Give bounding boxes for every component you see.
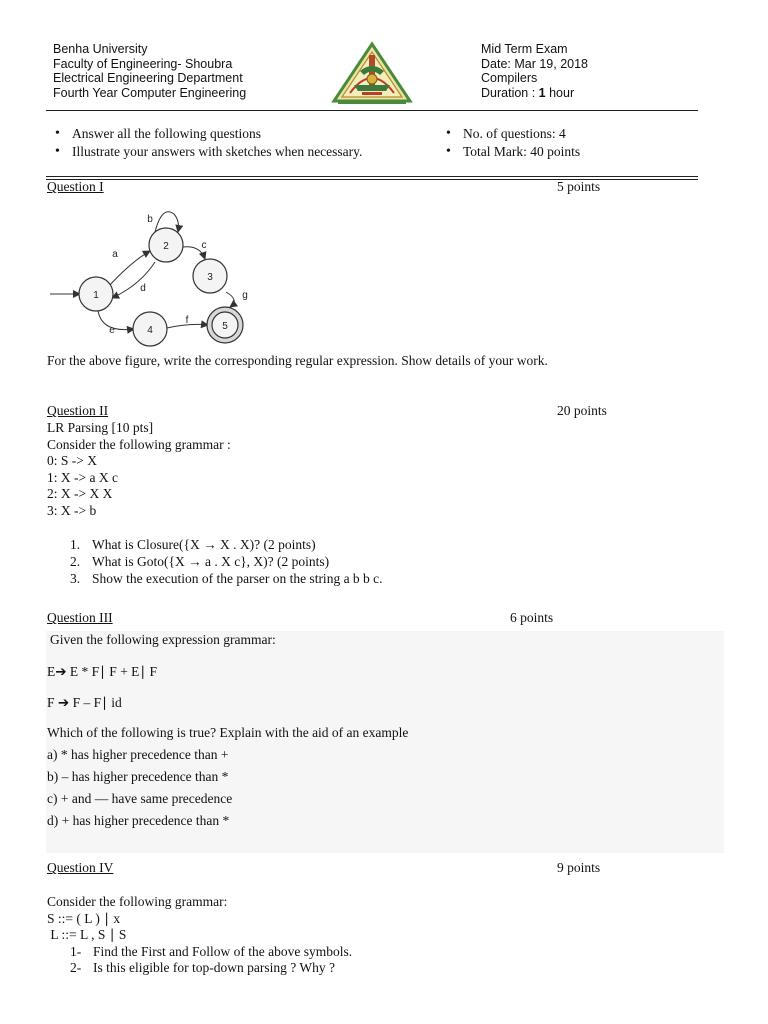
q3-option: d) + has higher precedence than * <box>47 813 230 828</box>
q3-title: Question III <box>47 610 113 625</box>
q3-points: 6 points <box>510 610 554 625</box>
q2-item: 2. What is Goto({X → a . X c}, X)? (2 points) <box>70 553 330 569</box>
q4-content <box>47 894 352 977</box>
state-label: 1 <box>93 290 99 301</box>
instructions-right <box>439 125 580 161</box>
edge-d <box>112 262 155 298</box>
q3-question: Which of the following is true? Explain with the aid of an example <box>47 725 409 740</box>
exam-duration: Duration : 1 hour <box>481 85 575 100</box>
edge-label: d <box>140 283 146 294</box>
q1-automaton-diagram <box>40 205 270 350</box>
edge-label: c <box>201 240 207 251</box>
q3-rule: F ➔ F – F∣ id <box>47 695 122 710</box>
q2-line: 3: X -> b <box>47 502 97 518</box>
instruction-item: • Answer all the following questions <box>48 125 362 143</box>
q2-items <box>46 537 383 587</box>
year-name: Fourth Year Computer Engineering <box>53 85 247 100</box>
state-label: 3 <box>207 272 213 283</box>
q4-item: 1- Find the First and Follow of the above symbols. <box>70 943 353 959</box>
edge-label: b <box>147 214 153 225</box>
q2-points: 20 points <box>557 403 607 418</box>
q3-option: c) + and — have same precedence <box>47 791 233 806</box>
exam-date: Date: Mar 19, 2018 <box>481 56 589 71</box>
edge-g <box>226 292 234 307</box>
q4-rule: S ::= ( L ) ∣ x <box>47 910 121 926</box>
q2-grammar <box>47 420 231 520</box>
university-seal-icon <box>330 41 414 107</box>
instruction-item: • Illustrate your answers with sketches when necessary. <box>48 143 362 161</box>
department-name: Electrical Engineering Department <box>53 71 243 85</box>
header-left <box>53 42 246 100</box>
q4-points: 9 points <box>557 860 601 875</box>
q3-intro: Given the following expression grammar: <box>50 632 276 647</box>
edge-label: a <box>112 249 118 260</box>
q3-rule: E➔ E * F∣ F + E∣ F <box>47 664 158 679</box>
state-label: 5 <box>222 321 228 332</box>
edge-e <box>98 311 134 330</box>
q2-line: Consider the following grammar : <box>47 436 231 452</box>
university-name: Benha University <box>53 42 148 56</box>
course-name: Compilers <box>481 71 538 85</box>
q2-item: 3. Show the execution of the parser on the string a b b c. <box>70 570 383 586</box>
q2-line: 1: X -> a X c <box>47 469 118 485</box>
q3-option: b) – has higher precedence than * <box>47 769 229 784</box>
q3-option: a) * has higher precedence than + <box>47 747 229 762</box>
q4-title: Question IV <box>47 860 114 875</box>
q2-title: Question II <box>47 403 109 418</box>
instructions-left <box>48 125 362 161</box>
q1-points: 5 points <box>557 179 601 194</box>
q4-rule: L ::= L , S ∣ S <box>47 927 127 943</box>
instruction-item: • Total Mark: 40 points <box>439 143 580 161</box>
instructions-divider-bottom <box>46 179 698 180</box>
edge-label: e <box>109 325 115 336</box>
q4-intro: Consider the following grammar: <box>47 894 228 909</box>
header-right <box>481 42 588 100</box>
q2-line: 2: X -> X X <box>47 486 113 502</box>
exam-name: Mid Term Exam <box>481 42 568 56</box>
instructions-divider-top <box>46 176 698 177</box>
state-label: 4 <box>147 325 153 336</box>
q2-line: LR Parsing [10 pts] <box>47 420 154 435</box>
edge-label: f <box>185 315 189 326</box>
q2-item: 1. What is Closure({X → X . X)? (2 points) <box>70 537 316 552</box>
q2-line: 0: S -> X <box>47 453 97 469</box>
edge-label: g <box>242 290 248 301</box>
q1-title: Question I <box>47 179 104 194</box>
state-label: 2 <box>163 241 169 252</box>
header-divider <box>46 110 698 111</box>
instruction-item: • No. of questions: 4 <box>439 125 580 143</box>
q4-item: 2- Is this eligible for top-down parsing ? Why ? <box>70 960 335 976</box>
q1-text: For the above figure, write the corresponding regular expression. Show details of your work. <box>47 353 548 368</box>
faculty-name: Faculty of Engineering- Shoubra <box>53 56 233 71</box>
